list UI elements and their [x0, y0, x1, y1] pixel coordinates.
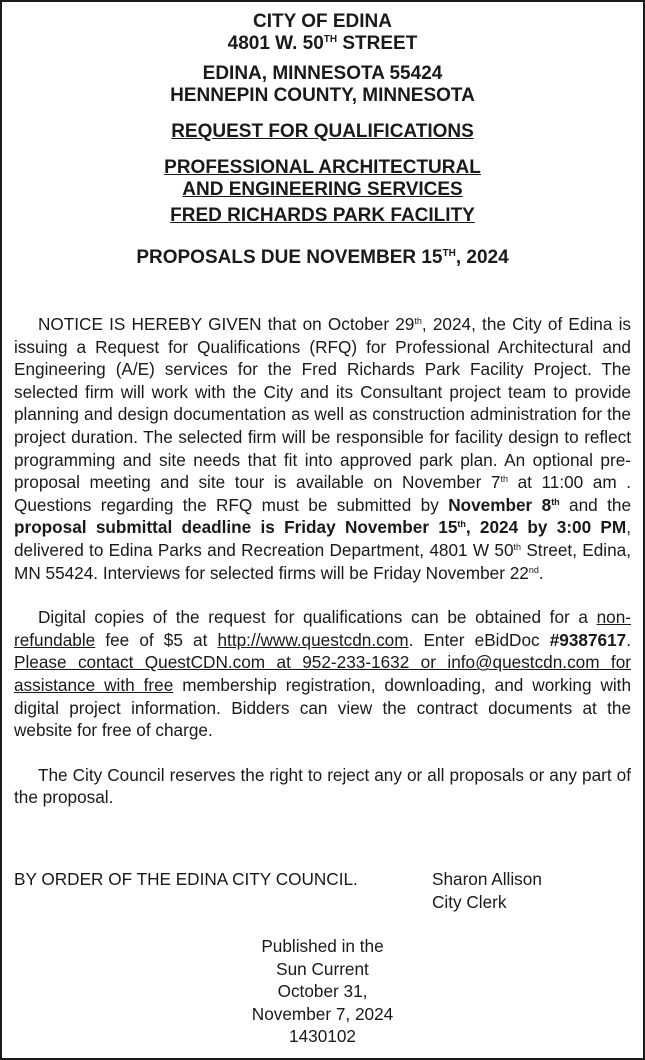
city-name: CITY OF EDINA	[253, 11, 392, 32]
notice-header	[2, 11, 643, 269]
publication-info: Published in the Sun Current October 31, November 7, 2024 1430102	[2, 935, 643, 1048]
council-paragraph: The City Council reserves the right to reject any or all proposals or any part of the proposal.	[14, 764, 631, 808]
publication-id: 1430102	[289, 1026, 356, 1047]
facility-title: FRED RICHARDS PARK FACILITY	[170, 205, 475, 226]
digital-copies-paragraph: Digital copies of the request for qualifications can be obtained for a non-refundable fee of $5 at http://www.questcdn.com. Enter eBidDoc #9387617. Please contact QuestCDN.com at 952-233-1632 or info@questcdn.com for assistance with free membership registration, downloading, and working with digital project information. Bidders can view the contract documents at the website for free of charge.	[14, 607, 632, 741]
contact-questcdn-text: Please contact QuestCDN.com at 952-233-1632 or info@questcdn.com for assistance with free	[14, 652, 631, 695]
notice-paragraph: NOTICE IS HEREBY GIVEN that on October 29th, 2024, the City of Edina is issuing a Request for Qualifications (RFQ) for Professional Architectural and Engineering (A/E) services for the Fred Richards Park Facility Project. The selected firm will work with the City and its Consultant project team to provide planning and design documentation as well as construction administration for the project duration. The selected firm will be responsible for facility design to reflect programming and site needs that fit into approved park plan. An optional pre-proposal meeting and site tour is available on November 7th at 11:00 am . Questions regarding the RFQ must be submitted by November 8th and the proposal submittal deadline is Friday November 15th, 2024 by 3:00 PM, delivered to Edina Parks and Recreation Department, 4801 W 50th Street, Edina, MN 55424. Interviews for selected firms will be Friday November 22nd.	[14, 314, 632, 583]
clerk-name: Sharon Allison	[432, 869, 542, 889]
order-line: BY ORDER OF THE EDINA CITY COUNCIL.	[14, 869, 358, 889]
questcdn-link[interactable]: http://www.questcdn.com	[217, 629, 409, 650]
ebiddoc-number: #9387617	[549, 629, 627, 650]
non-refundable-text: non-refundable	[14, 607, 631, 650]
clerk-block	[432, 868, 542, 913]
county: HENNEPIN COUNTY, MINNESOTA	[170, 85, 475, 106]
street-address: 4801 W. 50TH STREET	[227, 33, 418, 54]
services-line-2: AND ENGINEERING SERVICES	[182, 179, 463, 200]
services-line-1: PROFESSIONAL ARCHITECTURAL	[164, 157, 481, 178]
rfq-title: REQUEST FOR QUALIFICATIONS	[171, 121, 474, 142]
notice-body	[14, 313, 631, 809]
city-state-zip: EDINA, MINNESOTA 55424	[202, 63, 443, 84]
clerk-title: City Clerk	[432, 891, 507, 912]
due-date: PROPOSALS DUE NOVEMBER 15TH, 2024	[136, 247, 509, 268]
